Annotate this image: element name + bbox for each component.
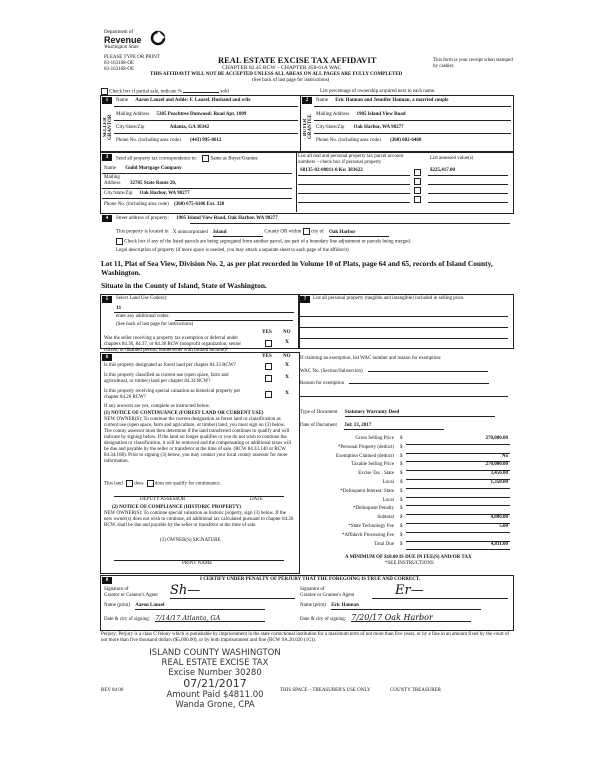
legal-description: Lot 11, Plat of Sea View, Division No. 2, as per plat recorded in Volume 10 of Plats, page 64 and 65, records of Island County, Washington.: [101, 259, 493, 277]
assessed-header: List assessed value(s): [430, 156, 474, 161]
seller-name-row: Name Aaron Lauzel and Ashle: F. Lauzel. Husband and wife: [116, 98, 251, 103]
tax-row-label: *Personal Property (deduct): [337, 444, 394, 450]
assessed-value: $225,417.00: [430, 168, 455, 173]
tax-row-value: 5.00: [499, 524, 508, 529]
name-right-row: Name (print) Eric Hannan: [300, 603, 481, 610]
section-7-badge: 7: [300, 296, 310, 303]
does-not-checkbox[interactable]: [147, 480, 154, 487]
stamp-signer: Wanda Grone, CPA: [175, 700, 255, 710]
historic-yes[interactable]: [265, 391, 272, 398]
treasurer-use: THIS SPACE – TREASURER'S USE ONLY: [280, 688, 371, 693]
s6-yes-header: YES: [262, 354, 272, 359]
legal-desc-label: Legal description of property (if more space is needed, you may attach a separate sheet to each page of the affidavit): [116, 248, 349, 253]
parcel-number: S8135-02-00011-0 Ke: 383622: [300, 168, 363, 173]
partial-sale-checkbox[interactable]: [101, 88, 108, 95]
buyer-name: Eric Hannan and Jennifer Hannan, a married couple: [335, 98, 449, 103]
tax-row-currency: $: [400, 480, 403, 485]
tax-row-label: Subtotal: [377, 515, 394, 521]
personal-property-checkbox-2[interactable]: [414, 178, 421, 185]
tax-row-label: Taxable Selling Price: [351, 462, 394, 468]
tax-row: [300, 533, 512, 542]
tax-row-currency: $: [400, 471, 403, 477]
corr-phone-row: Phone No. (including area code) (360) 675-6106 Ext. 328: [104, 202, 225, 207]
tax-row: [300, 515, 512, 524]
stamp-amount: Amount Paid $4811.00: [166, 690, 264, 700]
seller-mail-row: Mailing Address 5385 Peachtree Dunwood: Road Apt. 1009: [116, 112, 247, 117]
tax-row: [300, 498, 512, 507]
tax-row-value: 270,000.00: [485, 462, 508, 468]
s5-yes-header: YES: [262, 330, 272, 335]
reason-field[interactable]: [349, 383, 489, 384]
buyer-phone-row: Phone No. (including area code) (360) 682-6468: [316, 138, 422, 143]
tax-row-label: *Delinquent Penalty: [353, 506, 394, 512]
does-checkbox[interactable]: [126, 480, 133, 487]
stamp-tax: REAL ESTATE EXCISE TAX: [161, 658, 269, 668]
seller-name: Aaron Lauzel and Ashle: F. Lauzel. Husband and wife: [135, 98, 251, 103]
wa-logo-icon: [150, 30, 166, 46]
chapter-line: CHAPTER 82.45 RCW – CHAPTER 458-61A WAC: [222, 65, 342, 71]
sold-label: sold: [220, 89, 229, 95]
tax-row-value: 4,806.00: [490, 515, 508, 521]
s5-no-header: NO: [283, 330, 291, 335]
tax-row-label: Local: [382, 497, 394, 503]
location-row: This property is located in X unincorporated Island County OR within city of Oak Harbor: [116, 228, 389, 237]
stamp-excise-number: Excise Number 30280: [168, 668, 262, 678]
section-6-badge: 6: [102, 354, 112, 361]
situate-line: Situate in the County of Island, State of Washington.: [101, 281, 267, 290]
forest-question: Is this property designated as forest land per chapter 84.33 RCW?: [104, 363, 236, 368]
tax-table: [300, 436, 512, 552]
see-back: (See back of last page for instructions): [252, 78, 330, 83]
seller-exemption-yes[interactable]: [265, 340, 272, 347]
tax-row-value: 1,350.00: [490, 480, 508, 485]
form-code-2: 03-163168-OE: [104, 67, 134, 72]
section-5-badge: 5: [102, 296, 112, 303]
personal-property-label: List all personal property (tangible and intangible) included in selling price.: [313, 296, 465, 301]
tax-row-currency: $: [400, 497, 403, 503]
segregated-row: Check box if any of the listed parcels are being segregated from another parcel, are part of a boundary line adjustment or parcels being merged.: [116, 238, 411, 246]
section-8-badge: 8: [102, 577, 112, 584]
parcel-header: List all real and personal property tax parcel account numbers – check box if personal property: [298, 154, 404, 165]
stamp-date: 07/21/2017: [183, 677, 247, 690]
property-address: 1905 Island View Road, Oak Harbor, WA 98277: [176, 216, 278, 221]
historic-question: Is this property receiving special valuation as historical property per chapter 84.26 RCW?: [104, 389, 241, 400]
seller-exemption-question: Was the seller receiving a property tax exemption or deferral under chapters 84.36, 84.37, or 84.38 RCW (nonprofit organization, senior citizen, or disabled person, homeowner with limited income)?: [104, 336, 242, 353]
tax-row: [300, 462, 512, 471]
name-left-row: Name (print) Aaron Lauzel: [104, 603, 265, 610]
tax-row-value: 3,456.00: [490, 471, 508, 477]
tax-row-label: Total Due: [374, 541, 394, 547]
buyer-vertical-label: BUYER GRANTEE: [303, 114, 313, 140]
deputy-assessor: DEPUTY ASSESSOR: [140, 497, 186, 502]
qualify-row: This land does does not qualify for continuance.: [104, 481, 221, 487]
buyer-name-row: Name Eric Hannan and Jennifer Hannan, a married couple: [316, 98, 449, 103]
street-address-row: Street address of property: 1905 Island View Road, Oak Harbor, WA 98277: [116, 216, 278, 221]
form-code-1: 03-163168-OE: [104, 61, 134, 66]
owner-signature-label: (3) OWNER(S) SIGNATURE: [160, 538, 221, 543]
corr-phone: (360) 675-6106 Ext. 328: [174, 202, 225, 207]
land-use-label: Select Land Use Code(s):: [116, 296, 168, 301]
tax-row-currency: $: [400, 524, 403, 529]
date-right-row: Date & city of signing: 7/20/17 Oak Harbor: [300, 615, 471, 623]
dept-state: Washington State: [104, 45, 139, 50]
notice1-body: NEW OWNER(S): To continue the current designation as forest land or classification as current use (open space, farm and agriculture, or timber) land, you must sign on (3) below. The county assessor must then determine if the land transferred continues to qualify and will indicate by signing below. If the land no longer qualifies or you do not wish to continue the designation or classification, it will be removed and the compensating or additional taxes will be due and payable by the seller or transferor at the time of sale. (RCW 84.33.140 or RCW 84.34.108). Prior to signing (3) below, you may contact your local county assessor for more information.: [104, 417, 292, 464]
segregated-checkbox[interactable]: [116, 238, 123, 245]
tax-row-label: Excise Tax : State: [358, 471, 394, 477]
corr-city: Oak Harbor, WA 98277: [139, 191, 190, 196]
buyer-city-row: City/State/Zip Oak Harbor, WA 98277: [316, 125, 404, 130]
notice2-title: (2) NOTICE OF COMPLIANCE (HISTORIC PROPERTY): [112, 505, 241, 510]
sig-right-label: Signature of Grantee or Grantee's Agent: [300, 587, 355, 598]
s6-no-header: NO: [283, 354, 291, 359]
wac-row: WAC No. (Section/Subsection): [300, 369, 488, 375]
buyer-mail: 1905 Island View Road: [356, 112, 406, 117]
notice1-title: (1) NOTICE OF CONTINUANCE (FOREST LAND OR CURRENT USE): [104, 411, 264, 416]
corr-city-row: City/State/Zip Oak Harbor, WA 98277: [104, 191, 190, 196]
partial-sale-label: Check box if partial sale, indicate %: [109, 89, 182, 95]
buyer-mail-row: Mailing Address 1905 Island View Road: [316, 112, 406, 117]
page-title: REAL ESTATE EXCISE TAX AFFIDAVIT: [218, 55, 377, 65]
section-4-badge: 4: [102, 215, 112, 222]
tax-row-currency: $: [400, 541, 403, 547]
county-treasurer: COUNTY TREASURER: [390, 688, 441, 693]
additional-codes-label: enter any additional codes:: [116, 314, 170, 319]
doc-date: Jul: 13, 2017: [344, 423, 444, 430]
tax-row-value: 270,000.00: [485, 436, 508, 441]
ownership-note: List percentage of ownership acquired next to each name.: [320, 89, 436, 94]
seller-exemption-no[interactable]: X: [285, 339, 290, 345]
tax-row: [300, 471, 512, 480]
see-instructions: *SEE INSTRUCTIONS: [385, 561, 434, 566]
seller-phone-row: Phone No. (including area code) (443) 995-0612: [116, 138, 222, 143]
grantee-signature: Er—: [395, 583, 424, 598]
tax-row-label: Local: [382, 480, 394, 485]
section-7-box: [298, 294, 514, 349]
print-name-label: PRINT NAME: [182, 561, 213, 566]
tax-row-currency: $: [400, 515, 403, 521]
dept-small: Department of: [104, 30, 134, 35]
tax-row: [300, 436, 512, 445]
buyer-phone: (360) 682-6468: [390, 138, 422, 143]
stamp-county: ISLAND COUNTY WASHINGTON: [149, 648, 281, 658]
corr-name-row: Name Guild Mortgage Company: [104, 166, 182, 171]
grantor-print-name: Aaron Lauzel: [135, 603, 265, 610]
personal-property-checkbox-4[interactable]: [414, 196, 421, 203]
section-2-badge: 2: [302, 97, 312, 104]
grantee-print-name: Eric Hannan: [331, 603, 481, 610]
personal-property-checkbox-3[interactable]: [414, 187, 421, 194]
seller-phone: (443) 995-0612: [190, 138, 222, 143]
tax-row-currency: $: [400, 488, 403, 494]
land-use-see-back: (See back of last page for instructions): [116, 322, 194, 327]
tax-row-currency: $: [400, 436, 403, 441]
perjury-note: Perjury: Perjury is a class C felony which is punishable by imprisonment in the state correctional institution for a maximum term of not more than five years, or by a fine in an amount fixed by the court of not more than five thousand dollars ($5,000.00), or by both imprisonment and fine (RCW 9A.20.020 (1C)).: [101, 632, 510, 643]
reason-row: Reason for exemption: [300, 381, 489, 387]
tax-row-label: *Affidavit Processing Fee: [341, 532, 394, 538]
current-use-question: Is this property classified as current use (open space, farm and agricultural, or timber) land per chapter 84.34 RCW?: [104, 373, 229, 384]
county-name: Island: [213, 230, 263, 237]
seller-city-row: City/State/Zip Atlanta, GA 30342: [116, 125, 210, 130]
section-3-badge: 3: [102, 154, 112, 161]
tax-row: [300, 506, 512, 515]
grantor-signature: Sh—: [170, 583, 201, 598]
tax-row: [300, 489, 512, 498]
buyer-city: Oak Harbor, WA 98277: [353, 125, 404, 130]
land-use-code: 11: [116, 305, 122, 311]
corr-name: Guild Mortgage Company: [125, 166, 182, 171]
correspondence-row: Send all property tax correspondence to: Same as Buyer/Grantee: [116, 156, 258, 162]
if-any-yes: If any answers are yes, complete as instructed below.: [104, 404, 211, 409]
forest-yes[interactable]: [265, 363, 272, 370]
doc-date-row: Date of Document Jul: 13, 2017: [300, 423, 444, 430]
sig-left-label: Signature of Grantor or Grantor's Agent: [104, 587, 158, 598]
forest-no[interactable]: X: [285, 362, 290, 368]
dept-big: Revenue: [104, 35, 142, 45]
tax-row-value: No: [501, 453, 508, 459]
historic-no[interactable]: X: [285, 390, 290, 396]
corr-mail-label: Mailing Address: [104, 175, 121, 186]
tax-row-currency: $: [400, 532, 403, 538]
tax-row: [300, 542, 512, 551]
same-as-buyer-checkbox[interactable]: [202, 155, 209, 162]
corr-mail: 32785 State Route 20,: [130, 181, 177, 186]
current-use-yes[interactable]: [265, 375, 272, 382]
treasurer-stamp: [140, 648, 290, 710]
tax-row-label: *State Technology Fee: [348, 524, 394, 529]
tax-row-currency: $: [400, 444, 403, 450]
tax-row-currency: $: [400, 462, 403, 468]
section-1-badge: 1: [102, 97, 112, 104]
warning-line: THIS AFFIDAVIT WILL NOT BE ACCEPTED UNLESS ALL AREAS ON ALL PAGES ARE FULLY COMPLETED: [150, 72, 403, 77]
current-use-no[interactable]: X: [285, 374, 290, 380]
rev-code: REV 84 00: [101, 688, 124, 693]
tax-row-label: Exemption Claimed (deduct): [335, 453, 394, 459]
tax-row-value: 4,811.00: [490, 541, 508, 547]
doc-type: Statutory Warranty Deed: [345, 410, 495, 417]
tax-row: [300, 524, 512, 533]
claim-exemption: If claiming an exemption, list WAC number and reason for exemption:: [300, 356, 442, 361]
tax-row-label: Gross Selling Price: [355, 436, 394, 441]
notice2-body: NEW OWNER(S): To continue special valuation as historic property, sign (3) below. If the new owner(s) does not wish to continue, all additional tax calculated pursuant to chapter 84.26 RCW, shall be due and payable by the seller or transferor at the time of sale.: [104, 511, 294, 528]
city-name: Oak Harbor: [329, 230, 389, 237]
doc-type-row: Type of Document Statutory Warranty Deed: [300, 410, 495, 417]
personal-property-checkbox-1[interactable]: [414, 169, 421, 176]
tax-row: [300, 454, 512, 463]
seller-city: Atlanta, GA 30342: [169, 125, 210, 130]
please-type: PLEASE TYPE OR PRINT: [104, 55, 160, 60]
receipt-note: This form is your receipt when stamped by cashier.: [433, 58, 513, 69]
assessor-date: DATE: [250, 497, 263, 502]
grantor-date-city: 7/14/17 Atlanta, GA: [155, 615, 265, 622]
tax-row: [300, 445, 512, 454]
certify-line: I CERTIFY UNDER PENALTY OF PERJURY THAT THE FOREGOING IS TRUE AND CORRECT.: [200, 577, 421, 582]
city-checkbox[interactable]: [303, 228, 310, 235]
tax-row-label: *Delinquent Interest: State: [340, 488, 394, 494]
tax-row-currency: $: [400, 453, 403, 459]
seller-mail: 5385 Peachtree Dunwood: Road Apt. 1009: [156, 112, 247, 117]
grantee-date-city: 7/20/17 Oak Harbor: [351, 615, 471, 622]
wac-field[interactable]: [368, 371, 488, 372]
minimum-note: A MINIMUM OF $10.00 IS DUE IN FEE(S) AND/OR TAX: [345, 555, 472, 560]
date-left-row: Date & city of signing: 7/14/17 Atlanta, GA: [104, 615, 265, 623]
seller-vertical-label: SELLER GRANTOR: [103, 114, 113, 140]
tax-row-currency: $: [400, 506, 403, 512]
tax-row: [300, 480, 512, 489]
